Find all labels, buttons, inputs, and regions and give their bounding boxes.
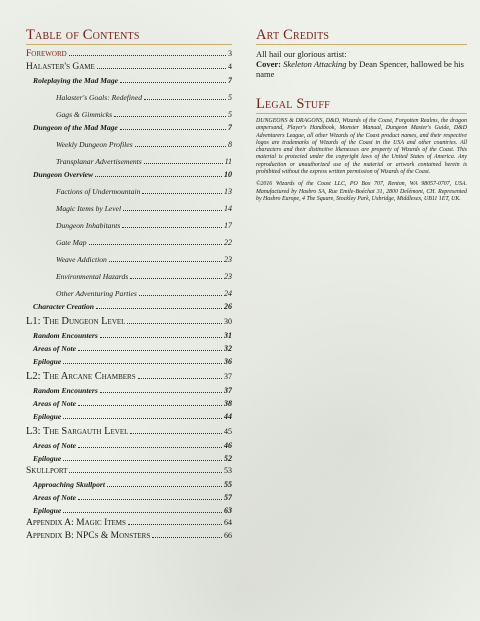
credits-column: [256, 28, 467, 203]
toc-entry-title: Epilogue: [33, 506, 62, 515]
toc-entry[interactable]: [26, 426, 232, 438]
art-credits-text: [256, 49, 467, 79]
toc-entry[interactable]: [26, 123, 232, 133]
toc-leader-dots: [114, 116, 226, 117]
toc-entry-title: Areas of Note: [33, 399, 77, 408]
toc-leader-dots: [122, 227, 222, 228]
toc-entry-title: Gate Map: [56, 238, 87, 247]
toc-entry-title: Dungeon Overview: [33, 170, 94, 179]
toc-entry-page: 37: [224, 386, 232, 395]
art-credits-title: Art Credits: [256, 28, 467, 45]
toc-entry-page: 55: [224, 480, 232, 489]
toc-leader-dots: [109, 261, 222, 262]
toc-entry[interactable]: [26, 170, 232, 180]
toc-entry-title: Dungeon Inhabitants: [56, 221, 121, 230]
toc-entry[interactable]: [26, 454, 232, 464]
toc-leader-dots: [100, 392, 222, 393]
toc-entry[interactable]: [26, 493, 232, 503]
toc-entry[interactable]: [26, 302, 232, 312]
cover-credit-rest: by Dean Spencer, hallowed be his name: [256, 59, 464, 79]
toc-entry-page: 11: [224, 157, 232, 166]
toc-leader-dots: [100, 337, 222, 338]
toc-entry-title: Magic Items by Level: [56, 204, 122, 213]
toc-entry-title: Character Creation: [33, 302, 94, 311]
toc-entry[interactable]: [26, 371, 232, 383]
toc-entry[interactable]: [26, 187, 232, 197]
toc-entry-page: 45: [224, 427, 232, 436]
toc-entry[interactable]: [26, 61, 232, 73]
toc-entry-title: Roleplaying the Mad Mage: [33, 76, 119, 85]
toc-entry[interactable]: [26, 506, 232, 516]
toc-title: Table of Contents: [26, 28, 232, 45]
toc-entry-title: Weave Addiction: [56, 255, 107, 264]
toc-leader-dots: [138, 378, 222, 379]
toc-entry-page: 57: [224, 493, 232, 502]
toc-entry-page: 22: [224, 238, 232, 247]
toc-entry-page: 32: [224, 344, 232, 353]
toc-entry-page: 26: [224, 302, 232, 311]
toc-entry-page: 53: [224, 466, 232, 475]
toc-leader-dots: [128, 524, 222, 525]
toc-entry[interactable]: [26, 316, 232, 328]
toc-entry[interactable]: [26, 441, 232, 451]
toc-entry-page: 44: [224, 412, 232, 421]
toc-entry[interactable]: [26, 76, 232, 86]
toc-leader-dots: [144, 99, 226, 100]
toc-entry-title: L2: The Arcane Chambers: [26, 371, 136, 382]
art-credits-intro: All hail our glorious artist:: [256, 49, 347, 59]
toc-entry-title: Areas of Note: [33, 344, 77, 353]
toc-entry[interactable]: [26, 140, 232, 150]
toc-entry[interactable]: [26, 204, 232, 214]
toc-list: [26, 48, 232, 542]
toc-entry-page: 13: [224, 187, 232, 196]
toc-entry-title: Other Adventuring Parties: [56, 289, 137, 298]
toc-entry-page: 24: [224, 289, 232, 298]
toc-entry[interactable]: [26, 357, 232, 367]
toc-leader-dots: [142, 193, 222, 194]
toc-entry[interactable]: [26, 272, 232, 282]
toc-leader-dots: [120, 129, 226, 130]
art-credits-cover: [256, 59, 467, 79]
toc-entry-title: Halaster's Game: [26, 62, 95, 72]
toc-entry[interactable]: [26, 238, 232, 248]
toc-entry-page: 37: [224, 372, 232, 381]
toc-entry-title: Foreword: [26, 49, 67, 59]
toc-entry-title: Factions of Undermountain: [56, 187, 141, 196]
toc-entry-title: Random Encounters: [33, 386, 98, 395]
toc-entry-title: Random Encounters: [33, 331, 98, 340]
toc-leader-dots: [63, 418, 222, 419]
toc-entry[interactable]: [26, 289, 232, 299]
toc-entry-page: 30: [224, 317, 232, 326]
cover-label: Cover:: [256, 59, 282, 69]
toc-entry-title: Halaster's Goals: Redefined: [56, 93, 142, 102]
toc-leader-dots: [135, 146, 226, 147]
toc-leader-dots: [130, 278, 222, 279]
toc-entry-title: Transplanar Advertisements: [56, 157, 142, 166]
toc-entry-title: Skullport: [26, 466, 68, 476]
toc-entry-title: Weekly Dungeon Profiles: [56, 140, 133, 149]
toc-entry-page: 23: [224, 272, 232, 281]
toc-entry-page: 66: [224, 531, 232, 540]
toc-entry-title: Appendix B: NPCs & Monsters: [26, 531, 151, 541]
toc-entry-title: Epilogue: [33, 454, 62, 463]
toc-leader-dots: [69, 472, 222, 473]
toc-entry-title: Approaching Skullport: [33, 480, 105, 489]
toc-entry-title: L3: The Sargauth Level: [26, 426, 129, 437]
toc-leader-dots: [96, 308, 222, 309]
toc-leader-dots: [63, 460, 222, 461]
toc-leader-dots: [97, 68, 226, 69]
toc-entry-page: 7: [228, 123, 232, 132]
toc-entry-page: 38: [224, 399, 232, 408]
toc-entry-title: Epilogue: [33, 412, 62, 421]
toc-leader-dots: [95, 176, 222, 177]
toc-entry-page: 31: [224, 331, 232, 340]
toc-entry[interactable]: [26, 386, 232, 396]
toc-entry[interactable]: [26, 48, 232, 60]
toc-entry-page: 52: [224, 454, 232, 463]
toc-entry[interactable]: [26, 412, 232, 422]
toc-entry-page: 36: [224, 357, 232, 366]
toc-leader-dots: [78, 447, 222, 448]
toc-entry-page: 5: [228, 110, 232, 119]
toc-entry[interactable]: [26, 344, 232, 354]
toc-leader-dots: [120, 82, 226, 83]
toc-entry-page: 3: [228, 49, 232, 58]
toc-entry[interactable]: [26, 221, 232, 231]
toc-entry-page: 64: [224, 518, 232, 527]
toc-entry-title: Areas of Note: [33, 493, 77, 502]
toc-entry[interactable]: [26, 93, 232, 103]
toc-leader-dots: [123, 210, 222, 211]
toc-leader-dots: [144, 163, 223, 164]
toc-leader-dots: [63, 363, 222, 364]
toc-entry[interactable]: [26, 110, 232, 120]
toc-entry[interactable]: [26, 517, 232, 529]
toc-entry-title: Areas of Note: [33, 441, 77, 450]
toc-leader-dots: [130, 433, 222, 434]
toc-entry-title: Appendix A: Magic Items: [26, 518, 126, 528]
toc-entry[interactable]: [26, 255, 232, 265]
toc-leader-dots: [78, 405, 222, 406]
toc-entry-page: 63: [224, 506, 232, 515]
toc-column: [26, 28, 232, 542]
toc-entry-page: 14: [224, 204, 232, 213]
toc-entry[interactable]: [26, 465, 232, 477]
toc-entry-page: 5: [228, 93, 232, 102]
toc-entry[interactable]: [26, 530, 232, 542]
toc-entry-title: Epilogue: [33, 357, 62, 366]
legal-paragraph-2: ©2016 Wizards of the Coast LLC, PO Box 707, Renton, WA 98057-0707, USA. Manufactured by Hasbro SA, Rue Emile-Boéchat 31, 2800 Delémont, CH. Represented by Hasbro Europe, 4 The Square, Stockley Park, Uxbridge, Middlesex, UB11 1ET, UK.: [256, 181, 467, 202]
legal-paragraph-1: DUNGEONS & DRAGONS, D&D, Wizards of the Coast, Forgotten Realms, the dragon ampersand, Player's Handbook, Monster Manual, Dungeon Master's Guide, D&D Adventurers League, all other Wizards of the Coast product names, and their respective logos are trademarks of Wizards of the Coast in the USA and other countries. All characters and their distinctive likenesses are property of Wizards of the Coast. This material is protected under the copyright laws of the United States of America. Any reproduction or unauthorized use of the material or artwork contained herein is prohibited without the express written permission of Wizards of the Coast.: [256, 118, 467, 176]
toc-leader-dots: [69, 55, 226, 56]
toc-entry-page: 46: [224, 441, 232, 450]
toc-entry-title: Gags & Gimmicks: [56, 110, 113, 119]
toc-entry-page: 7: [228, 76, 232, 85]
legal-title: Legal Stuff: [256, 97, 467, 114]
toc-leader-dots: [107, 486, 222, 487]
toc-leader-dots: [139, 295, 222, 296]
toc-leader-dots: [127, 323, 222, 324]
toc-entry-title: Environmental Hazards: [56, 272, 129, 281]
toc-entry-title: L1: The Dungeon Level: [26, 316, 126, 327]
toc-entry-page: 4: [228, 62, 232, 71]
toc-leader-dots: [152, 537, 222, 538]
toc-entry[interactable]: [26, 157, 232, 167]
toc-leader-dots: [78, 350, 222, 351]
toc-leader-dots: [78, 499, 222, 500]
toc-leader-dots: [89, 244, 222, 245]
toc-entry-page: 10: [224, 170, 232, 179]
toc-entry-title: Dungeon of the Mad Mage: [33, 123, 118, 132]
toc-entry[interactable]: [26, 399, 232, 409]
toc-entry-page: 8: [228, 140, 232, 149]
toc-entry[interactable]: [26, 331, 232, 341]
toc-entry-page: 17: [224, 221, 232, 230]
toc-entry[interactable]: [26, 480, 232, 490]
toc-leader-dots: [63, 512, 222, 513]
toc-entry-page: 23: [224, 255, 232, 264]
cover-work-title: Skeleton Attacking: [283, 59, 347, 69]
